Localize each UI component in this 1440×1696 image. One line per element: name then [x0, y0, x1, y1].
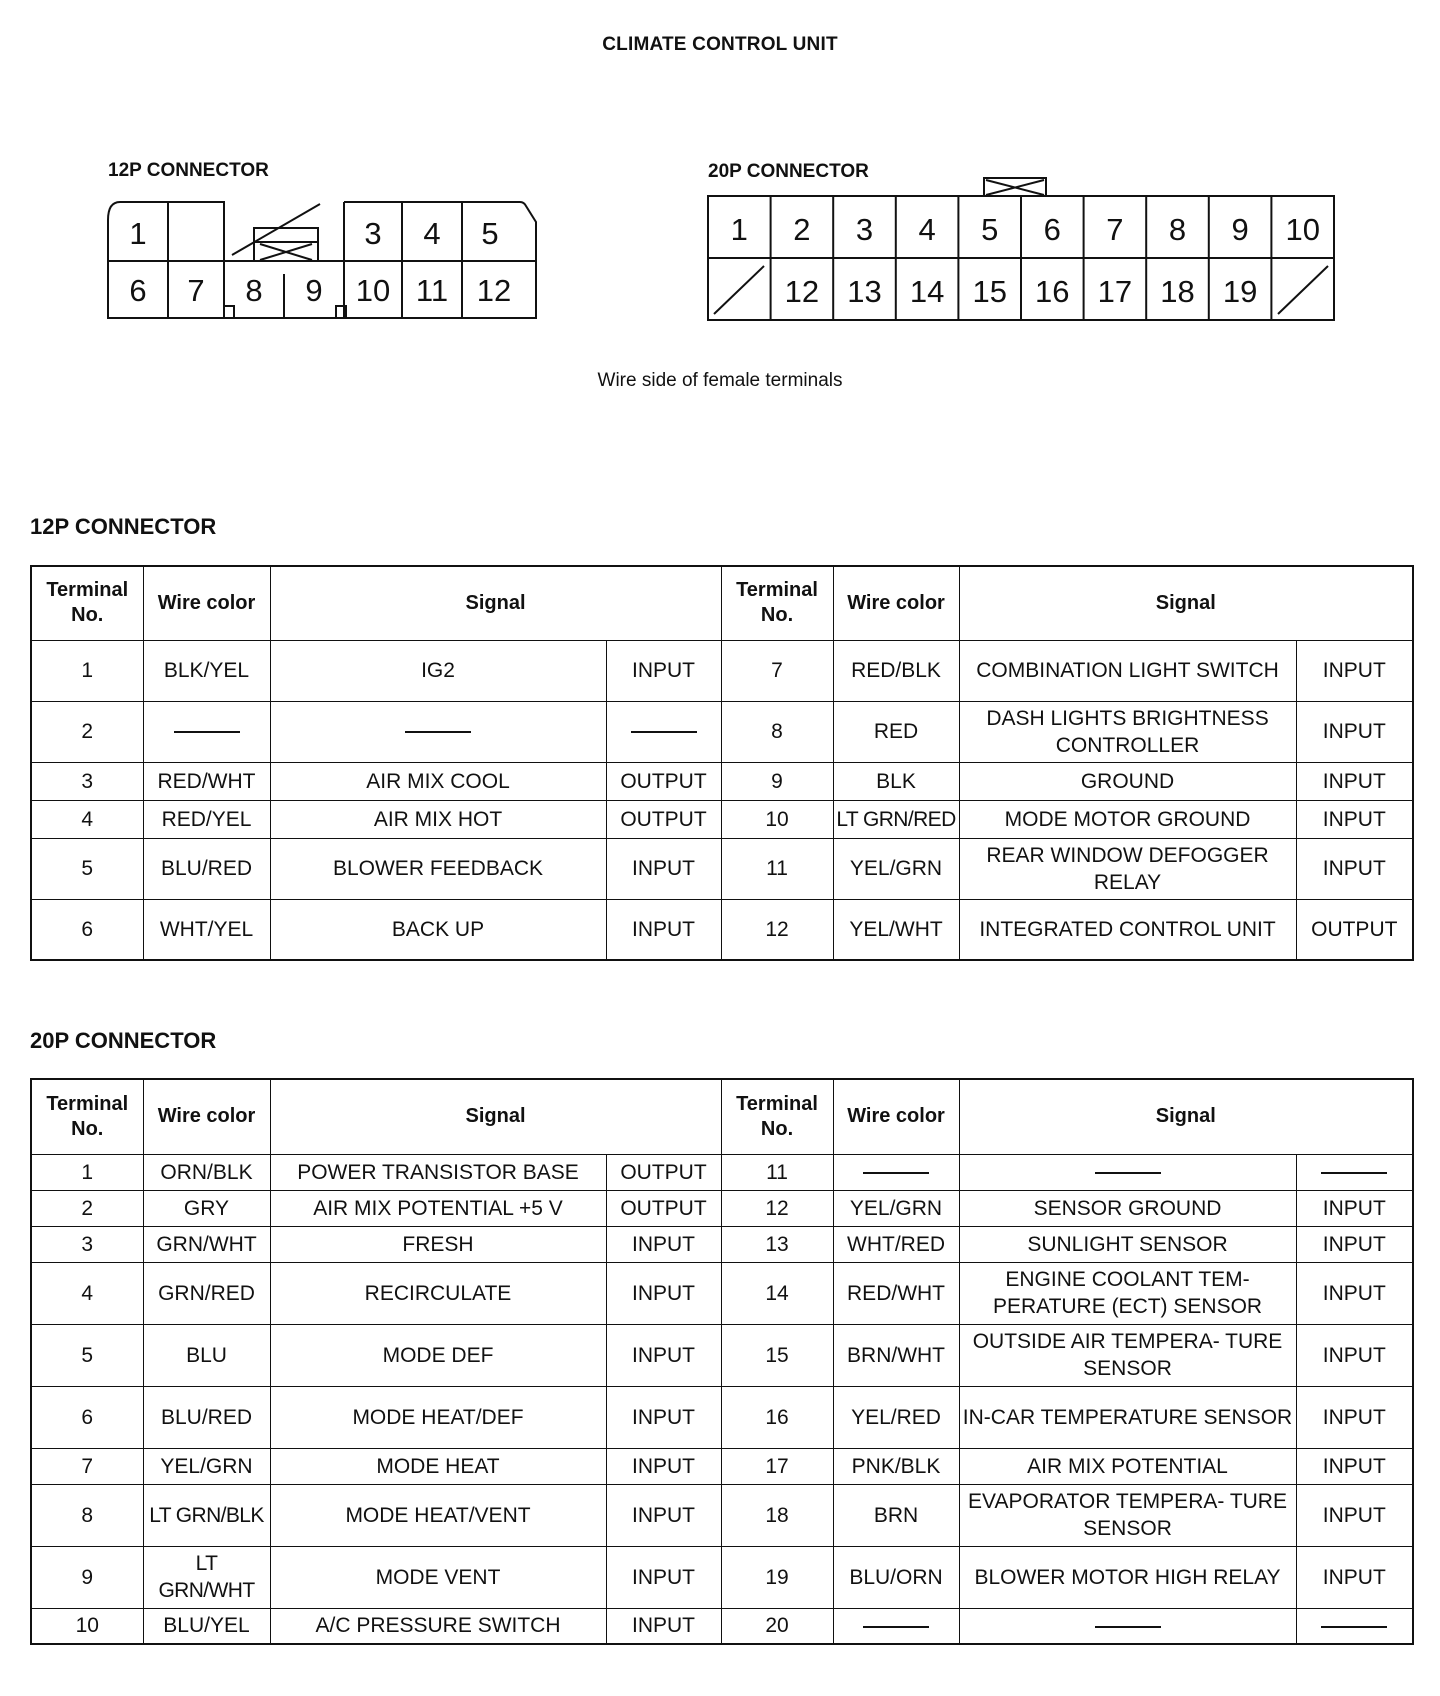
signal-cell: ENGINE COOLANT TEM- PERATURE (ECT) SENSOR: [959, 1262, 1296, 1324]
direction-cell: INPUT: [1296, 1190, 1413, 1226]
header-signal: Signal: [959, 1079, 1413, 1154]
wire-color-cell: WHT/RED: [833, 1226, 959, 1262]
terminal-no-cell: 10: [721, 800, 833, 838]
direction-cell: INPUT: [606, 640, 721, 701]
terminal-no-cell: 8: [721, 701, 833, 762]
table-12p-title: 12P CONNECTOR: [30, 514, 217, 539]
signal-cell: AIR MIX HOT: [270, 800, 606, 838]
signal-cell: FRESH: [270, 1226, 606, 1262]
table-row: [31, 1226, 1413, 1262]
direction-cell: INPUT: [606, 1608, 721, 1644]
direction-cell: INPUT: [606, 1324, 721, 1386]
direction-cell: OUTPUT: [606, 1154, 721, 1190]
header-wire-color: Wire color: [143, 566, 270, 640]
table-12p-header-row: [31, 566, 1413, 640]
wire-color-cell: BRN/WHT: [833, 1324, 959, 1386]
terminal-no-cell: 3: [31, 1226, 143, 1262]
table-row: [31, 1546, 1413, 1608]
terminal-no-cell: 17: [721, 1448, 833, 1484]
direction-cell: INPUT: [606, 1448, 721, 1484]
direction-cell: INPUT: [1296, 762, 1413, 800]
table-row: [31, 640, 1413, 701]
signal-cell: MODE DEF: [270, 1324, 606, 1386]
wire-color-cell: RED: [833, 701, 959, 762]
direction-cell: INPUT: [1296, 800, 1413, 838]
connector-12p-diagram: [100, 190, 540, 330]
wire-color-cell: PNK/BLK: [833, 1448, 959, 1484]
terminal-table-12p: [30, 565, 1414, 961]
header-wire-color: Wire color: [833, 566, 959, 640]
terminal-no-cell: 14: [721, 1262, 833, 1324]
direction-cell: [1296, 1608, 1413, 1644]
wire-color-cell: [833, 1608, 959, 1644]
terminal-no-cell: 12: [721, 899, 833, 960]
header-terminal-no: Terminal No.: [31, 566, 143, 640]
table-row: [31, 1324, 1413, 1386]
direction-cell: OUTPUT: [606, 800, 721, 838]
direction-cell: [606, 701, 721, 762]
direction-cell: INPUT: [1296, 838, 1413, 899]
pin-label-20p: 10: [1285, 212, 1320, 247]
table-row: [31, 838, 1413, 899]
signal-cell: BACK UP: [270, 899, 606, 960]
signal-cell: COMBINATION LIGHT SWITCH: [959, 640, 1296, 701]
wire-color-cell: BLU/YEL: [143, 1608, 270, 1644]
wire-color-cell: BLU/RED: [143, 1386, 270, 1448]
direction-cell: INPUT: [1296, 1226, 1413, 1262]
wire-color-cell: [833, 1154, 959, 1190]
direction-cell: INPUT: [1296, 701, 1413, 762]
signal-cell: SENSOR GROUND: [959, 1190, 1296, 1226]
header-terminal-no: Terminal No.: [721, 566, 833, 640]
wire-color-cell: LT GRN/BLK: [143, 1484, 270, 1546]
terminal-no-cell: 6: [31, 1386, 143, 1448]
direction-cell: INPUT: [606, 838, 721, 899]
wire-color-cell: YEL/GRN: [143, 1448, 270, 1484]
pin-label-20p: 16: [1035, 274, 1070, 309]
wire-color-cell: GRN/WHT: [143, 1226, 270, 1262]
pin-label-12p: 10: [355, 273, 391, 308]
wire-color-cell: RED/YEL: [143, 800, 270, 838]
terminal-no-cell: 4: [31, 1262, 143, 1324]
signal-cell: A/C PRESSURE SWITCH: [270, 1608, 606, 1644]
header-wire-color: Wire color: [143, 1079, 270, 1154]
pin-label-20p: 4: [918, 212, 936, 247]
terminal-no-cell: 9: [721, 762, 833, 800]
wire-color-cell: YEL/GRN: [833, 1190, 959, 1226]
signal-cell: MODE HEAT/VENT: [270, 1484, 606, 1546]
wire-color-cell: WHT/YEL: [143, 899, 270, 960]
pin-label-12p: 7: [187, 273, 205, 308]
direction-cell: OUTPUT: [606, 1190, 721, 1226]
table-row: [31, 1484, 1413, 1546]
table-row: [31, 1448, 1413, 1484]
pin-label-20p: 6: [1043, 212, 1061, 247]
direction-cell: INPUT: [606, 1386, 721, 1448]
wire-color-cell: ORN/BLK: [143, 1154, 270, 1190]
terminal-no-cell: 7: [31, 1448, 143, 1484]
wire-color-cell: BLU/ORN: [833, 1546, 959, 1608]
direction-cell: INPUT: [1296, 640, 1413, 701]
table-row: [31, 1386, 1413, 1448]
direction-cell: INPUT: [606, 1546, 721, 1608]
pin-label-20p: 15: [972, 274, 1007, 309]
pin-label-20p: 13: [847, 274, 882, 309]
header-terminal-no: Terminal No.: [721, 1079, 833, 1154]
signal-cell: DASH LIGHTS BRIGHTNESS CONTROLLER: [959, 701, 1296, 762]
terminal-no-cell: 11: [721, 1154, 833, 1190]
header-signal: Signal: [270, 566, 721, 640]
wire-color-cell: BLK/YEL: [143, 640, 270, 701]
signal-cell: GROUND: [959, 762, 1296, 800]
signal-cell: REAR WINDOW DEFOGGER RELAY: [959, 838, 1296, 899]
pin-label-20p: 9: [1231, 212, 1249, 247]
terminal-no-cell: 20: [721, 1608, 833, 1644]
pin-label-12p: 8: [245, 273, 263, 308]
signal-cell: BLOWER FEEDBACK: [270, 838, 606, 899]
pin-label-20p: 1: [730, 212, 748, 247]
signal-cell: AIR MIX COOL: [270, 762, 606, 800]
wire-color-cell: RED/WHT: [143, 762, 270, 800]
direction-cell: INPUT: [1296, 1386, 1413, 1448]
wire-color-cell: BRN: [833, 1484, 959, 1546]
wire-color-cell: RED/BLK: [833, 640, 959, 701]
signal-cell: MODE HEAT: [270, 1448, 606, 1484]
connector-20p-diagram: [706, 174, 1338, 324]
terminal-no-cell: 5: [31, 1324, 143, 1386]
pin-label-12p: 1: [129, 216, 147, 251]
signal-cell: POWER TRANSISTOR BASE: [270, 1154, 606, 1190]
terminal-no-cell: 8: [31, 1484, 143, 1546]
header-terminal-no: Terminal No.: [31, 1079, 143, 1154]
direction-cell: INPUT: [1296, 1484, 1413, 1546]
signal-cell: MODE VENT: [270, 1546, 606, 1608]
signal-cell: EVAPORATOR TEMPERA- TURE SENSOR: [959, 1484, 1296, 1546]
pin-label-20p: 17: [1097, 274, 1133, 309]
wire-color-cell: YEL/RED: [833, 1386, 959, 1448]
terminal-no-cell: 4: [31, 800, 143, 838]
direction-cell: OUTPUT: [1296, 899, 1413, 960]
terminal-no-cell: 5: [31, 838, 143, 899]
terminal-no-cell: 1: [31, 640, 143, 701]
direction-cell: INPUT: [606, 899, 721, 960]
table-row: [31, 1262, 1413, 1324]
table-row: [31, 1154, 1413, 1190]
header-signal: Signal: [270, 1079, 721, 1154]
terminal-no-cell: 6: [31, 899, 143, 960]
signal-cell: MODE MOTOR GROUND: [959, 800, 1296, 838]
pin-label-12p: 4: [423, 216, 441, 251]
pin-label-20p: 7: [1106, 212, 1124, 247]
direction-cell: [1296, 1154, 1413, 1190]
table-row: [31, 1190, 1413, 1226]
wire-color-cell: GRY: [143, 1190, 270, 1226]
table-20p-header-row: [31, 1079, 1413, 1154]
terminal-no-cell: 15: [721, 1324, 833, 1386]
pin-label-12p: 5: [481, 216, 499, 251]
table-row: [31, 1608, 1413, 1644]
wire-color-cell: LT GRN/RED: [833, 800, 959, 838]
signal-cell: RECIRCULATE: [270, 1262, 606, 1324]
signal-cell: MODE HEAT/DEF: [270, 1386, 606, 1448]
wire-color-cell: [143, 701, 270, 762]
pin-label-20p: 14: [909, 274, 945, 309]
signal-cell: [270, 701, 606, 762]
header-signal: Signal: [959, 566, 1413, 640]
table-row: [31, 762, 1413, 800]
wire-color-cell: BLK: [833, 762, 959, 800]
signal-cell: OUTSIDE AIR TEMPERA- TURE SENSOR: [959, 1324, 1296, 1386]
terminal-no-cell: 9: [31, 1546, 143, 1608]
terminal-no-cell: 16: [721, 1386, 833, 1448]
table-row: [31, 701, 1413, 762]
terminal-no-cell: 18: [721, 1484, 833, 1546]
direction-cell: INPUT: [1296, 1262, 1413, 1324]
signal-cell: AIR MIX POTENTIAL: [959, 1448, 1296, 1484]
terminal-no-cell: 2: [31, 701, 143, 762]
terminal-no-cell: 12: [721, 1190, 833, 1226]
pin-label-12p: 6: [129, 273, 147, 308]
terminal-no-cell: 10: [31, 1608, 143, 1644]
direction-cell: INPUT: [1296, 1448, 1413, 1484]
terminal-table-20p: [30, 1078, 1414, 1645]
signal-cell: AIR MIX POTENTIAL +5 V: [270, 1190, 606, 1226]
terminal-no-cell: 1: [31, 1154, 143, 1190]
pin-label-20p: 18: [1160, 274, 1195, 309]
signal-cell: INTEGRATED CONTROL UNIT: [959, 899, 1296, 960]
direction-cell: INPUT: [606, 1484, 721, 1546]
pin-label-20p: 8: [1168, 212, 1187, 247]
pin-label-20p: 19: [1222, 274, 1258, 309]
pin-label-20p: 5: [981, 212, 999, 247]
wire-color-cell: BLU: [143, 1324, 270, 1386]
wire-color-cell: YEL/GRN: [833, 838, 959, 899]
direction-cell: INPUT: [606, 1226, 721, 1262]
direction-cell: INPUT: [1296, 1324, 1413, 1386]
connector-12p-diagram-label: 12P CONNECTOR: [108, 160, 269, 181]
signal-cell: SUNLIGHT SENSOR: [959, 1226, 1296, 1262]
terminal-no-cell: 11: [721, 838, 833, 899]
terminal-no-cell: 13: [721, 1226, 833, 1262]
terminal-no-cell: 7: [721, 640, 833, 701]
wire-color-cell: LT GRN/WHT: [143, 1546, 270, 1608]
terminal-no-cell: 19: [721, 1546, 833, 1608]
diagram-caption: Wire side of female terminals: [597, 370, 843, 391]
wire-color-cell: BLU/RED: [143, 838, 270, 899]
terminal-no-cell: 3: [31, 762, 143, 800]
pin-label-20p: 12: [784, 274, 820, 309]
direction-cell: INPUT: [606, 1262, 721, 1324]
page-title: CLIMATE CONTROL UNIT: [602, 34, 838, 55]
wire-color-cell: GRN/RED: [143, 1262, 270, 1324]
terminal-no-cell: 2: [31, 1190, 143, 1226]
signal-cell: BLOWER MOTOR HIGH RELAY: [959, 1546, 1296, 1608]
connector-20p-diagram-label: 20P CONNECTOR: [708, 161, 869, 182]
table-row: [31, 899, 1413, 960]
wire-color-cell: RED/WHT: [833, 1262, 959, 1324]
signal-cell: [959, 1154, 1296, 1190]
pin-label-12p: 3: [364, 216, 382, 251]
table-20p-title: 20P CONNECTOR: [30, 1028, 217, 1053]
table-row: [31, 800, 1413, 838]
wire-color-cell: YEL/WHT: [833, 899, 959, 960]
pin-label-12p: 9: [305, 273, 323, 308]
signal-cell: IG2: [270, 640, 606, 701]
pin-label-20p: 2: [793, 212, 811, 247]
pin-label-12p: 11: [415, 273, 449, 308]
header-wire-color: Wire color: [833, 1079, 959, 1154]
direction-cell: INPUT: [1296, 1546, 1413, 1608]
signal-cell: IN-CAR TEMPERATURE SENSOR: [959, 1386, 1296, 1448]
direction-cell: OUTPUT: [606, 762, 721, 800]
pin-label-20p: 3: [855, 212, 874, 247]
pin-label-12p: 12: [476, 273, 512, 308]
signal-cell: [959, 1608, 1296, 1644]
